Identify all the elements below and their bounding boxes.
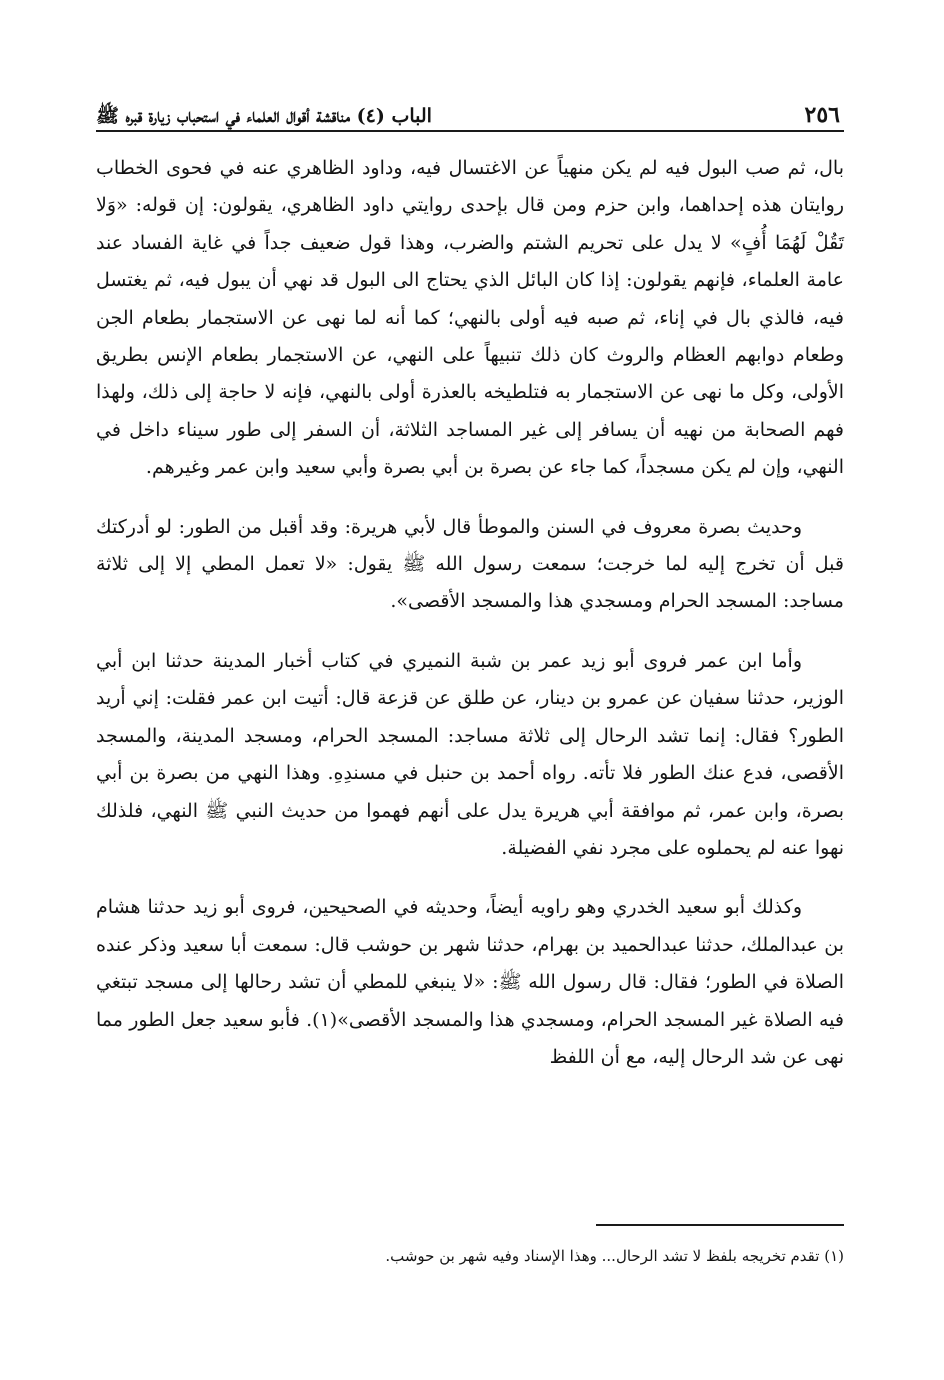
paragraph-3: وأما ابن عمر فروى أبو زيد عمر بن شبة النميري في كتاب أخبار المدينة حدثنا ابن أبي الوزير، حدثنا سفيان عن عمرو بن دينار، عن طلق عن قزعة قال: أتيت ابن عمر فقلت: إني أريد الطور؟ فقال: إنما تشد الرحال إلى ثلاثة مساجد: المسجد الحرام، ومسجد المدينة، والمسجد الأقصى، فدع عنك الطور فلا تأته. رواه أحمد بن حنبل في مسندِهِ. وهذا النهي من بصرة بن أبي بصرة، وابن عمر، ثم موافقة أبي هريرة يدل على أنهم فهموا من حديث النبي ﷺ النهي، فلذلك نهوا عنه لم يحملوه على مجرد نفي الفضيلة.	[96, 649, 844, 859]
running-header	[96, 86, 840, 126]
header-divider	[96, 130, 844, 132]
footnote-divider	[596, 1224, 844, 1226]
chapter-title: الباب (٤) مناقشة أقوال العلماء في استحباب زيارة قبره ﷺ	[96, 105, 432, 127]
page-number: ٢٥٦	[804, 102, 840, 128]
footnote-1: (١) تقدم تخريجه بلفظ لا تشد الرحال... وهذا الإسناد وفيه شهر بن حوشب.	[385, 1247, 844, 1265]
paragraph-1: بال، ثم صب البول فيه لم يكن منهياً عن الاغتسال فيه، وداود الظاهري عنه في فحوى الخطاب روايتان هذه إحداهما، وابن حزم ومن قال بإحدى روايتي داود الظاهري، يقولون: إن قوله: «وَلا تَقُلْ لَهُمَا أُفٍ» لا يدل على تحريم الشتم والضرب، وهذا قول ضعيف جداً في غاية الفساد عند عامة العلماء، فإنهم يقولون: إذا كان البائل الذي يحتاج الى البول قد نهي أن يبول فيه، ثم يغتسل فيه، فالذي بال في إناء، ثم صبه فيه أولى بالنهي؛ كما أنه لما نهى عن الاستجمار بطعام الجن وطعام دوابهم العظام والروث كان ذلك تنبيهاً على النهي، عن الاستجمار بطعام الإنس بطريق الأولى، وكل ما نهى عن الاستجمار به فتلطيخه بالعذرة أولى بالنهي، فإنه لا حاجة إلى ذلك، ولهذا فهم الصحابة من نهيه أن يسافر إلى غير المساجد الثلاثة، أن السفر إلى طور سيناء داخل في النهي، وإن لم يكن مسجداً، كما جاء عن بصرة بن أبي بصرة وأبي سعيد وابن عمر وغيرهم.	[96, 157, 844, 479]
paragraph-2: وحديث بصرة معروف في السنن والموطأ قال لأبي هريرة: وقد أقبل من الطور: لو أدركتك قبل أن تخرج إليه لما خرجت؛ سمعت رسول الله ﷺ يقول: «لا تعمل المطي إلا إلى ثلاثة مساجد: المسجد الحرام ومسجدي هذا والمسجد الأقصى».	[96, 515, 844, 613]
main-text	[96, 150, 844, 1098]
paragraph-4: وكذلك أبو سعيد الخدري وهو راويه أيضاً، وحديثه في الصحيحين، فروى أبو زيد حدثنا هشام بن عبدالملك، حدثنا عبدالحميد بن بهرام، حدثنا شهر بن حوشب قال: سمعت أبا سعيد وذكر عنده الصلاة في الطور؛ فقال: قال رسول الله ﷺ: «لا ينبغي للمطي أن تشد رحالها إلى مسجد تبتغي فيه الصلاة غير المسجد الحرام، ومسجدي هذا والمسجد الأقصى»(١). فأبو سعيد جعل الطور مما نهى عن شد الرحال إليه، مع أن اللفظ	[96, 896, 844, 1068]
